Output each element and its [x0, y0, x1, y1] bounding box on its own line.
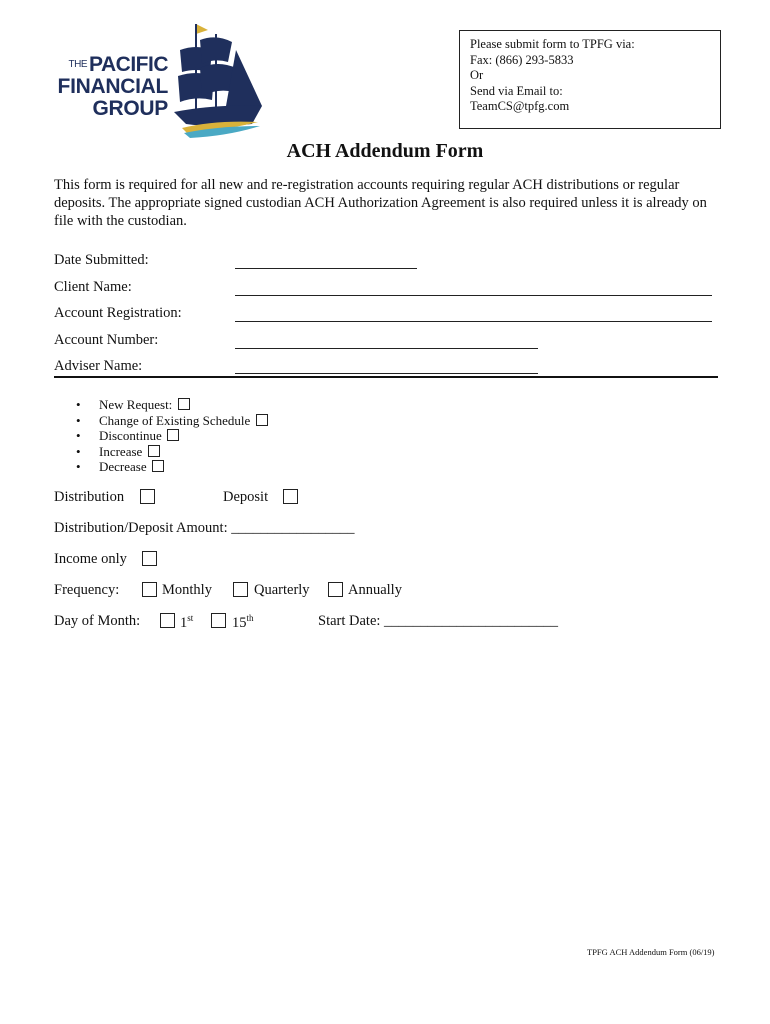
quarterly-checkbox[interactable]: [233, 582, 248, 597]
distribution-checkbox[interactable]: [140, 489, 155, 504]
day-15th-suffix: th: [246, 613, 254, 623]
monthly-label: Monthly: [162, 582, 212, 598]
logo-the: THE: [68, 59, 88, 70]
day-15th-label: [232, 613, 254, 632]
logo-line-1: [69, 54, 168, 75]
logo-line-3: GROUP: [92, 97, 168, 120]
change-schedule-checkbox[interactable]: [256, 414, 268, 426]
submit-email[interactable]: TeamCS@tpfg.com: [470, 99, 570, 113]
intro-paragraph: This form is required for all new and re-registration accounts requiring regular ACH distributions or regular deposits. The appropriate signed custodian ACH Authorization Agreement is also required unless it is already on file with the custodian.: [54, 177, 707, 229]
decrease-label: Decrease: [99, 459, 147, 475]
new-request-checkbox[interactable]: [178, 398, 190, 410]
day-1st-checkbox[interactable]: [160, 613, 175, 628]
logo-line-2: FINANCIAL: [57, 75, 168, 98]
adviser-name-label: Adviser Name:: [54, 358, 143, 374]
logo-pacific: PACIFIC: [89, 53, 168, 76]
company-logo: [56, 20, 266, 138]
list-item-change-schedule: • Change of Existing Schedule: [76, 413, 268, 429]
submit-or: Or: [470, 68, 484, 82]
submit-line-1: Please submit form to TPFG via:: [470, 37, 635, 51]
frequency-label: Frequency:: [54, 582, 120, 598]
section-divider: [54, 376, 718, 378]
sailing-ship-icon: [174, 20, 266, 138]
discontinue-label: Discontinue: [99, 428, 162, 444]
day-15th-number: 15: [232, 614, 247, 631]
annually-label: Annually: [348, 582, 402, 598]
request-type-list: [76, 397, 268, 475]
income-only-checkbox[interactable]: [142, 551, 157, 566]
day-1st-suffix: st: [187, 613, 194, 623]
submit-email-label: Send via Email to:: [470, 83, 563, 98]
start-date-field[interactable]: Start Date: ________________________: [318, 613, 559, 629]
account-registration-field[interactable]: [235, 321, 712, 322]
day-1st-number: 1: [180, 614, 188, 631]
date-submitted-field[interactable]: [235, 268, 417, 269]
annually-checkbox[interactable]: [328, 582, 343, 597]
increase-checkbox[interactable]: [148, 445, 160, 457]
decrease-checkbox[interactable]: [152, 460, 164, 472]
client-name-label: Client Name:: [54, 279, 132, 295]
form-version-footer: TPFG ACH Addendum Form (06/19): [587, 947, 715, 957]
list-item-increase: • Increase: [76, 444, 268, 460]
account-number-label: Account Number:: [54, 332, 159, 348]
deposit-label: Deposit: [223, 489, 269, 505]
income-only-label: Income only: [54, 551, 127, 567]
account-number-field[interactable]: [235, 348, 538, 349]
client-name-field[interactable]: [235, 295, 712, 296]
amount-field[interactable]: Distribution/Deposit Amount: _________________: [54, 520, 355, 536]
list-item-decrease: • Decrease: [76, 459, 268, 475]
day-15th-checkbox[interactable]: [211, 613, 226, 628]
day-of-month-label: Day of Month:: [54, 613, 141, 629]
monthly-checkbox[interactable]: [142, 582, 157, 597]
list-item-discontinue: • Discontinue: [76, 428, 268, 444]
discontinue-checkbox[interactable]: [167, 429, 179, 441]
list-item-new-request: • New Request:: [76, 397, 268, 413]
increase-label: Increase: [99, 443, 143, 459]
day-1st-label: [180, 613, 193, 632]
submit-fax: Fax: (866) 293-5833: [470, 52, 574, 67]
change-schedule-label: Change of Existing Schedule: [99, 412, 251, 428]
quarterly-label: Quarterly: [254, 582, 310, 598]
new-request-label: New Request:: [99, 397, 173, 412]
account-registration-label: Account Registration:: [54, 305, 182, 321]
date-submitted-label: Date Submitted:: [54, 252, 149, 268]
submission-instructions-box: [459, 30, 721, 129]
adviser-name-field[interactable]: [235, 373, 538, 374]
page-title: ACH Addendum Form: [286, 140, 484, 162]
distribution-label: Distribution: [54, 489, 125, 505]
deposit-checkbox[interactable]: [283, 489, 298, 504]
